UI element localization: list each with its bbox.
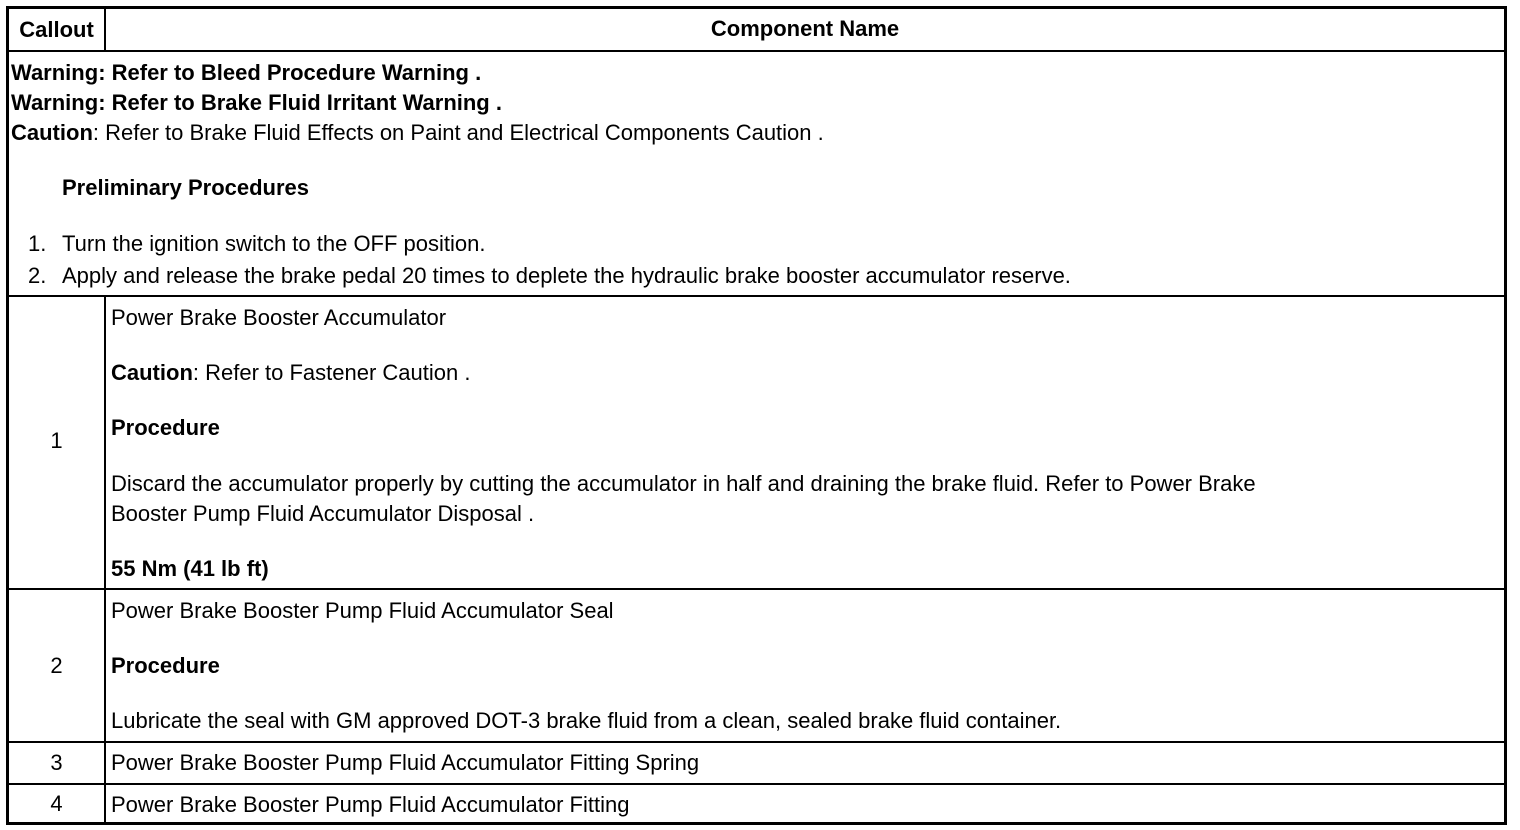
component-cell: [104, 590, 1504, 741]
component-cell: [104, 743, 1504, 783]
warning-label: Warning: [11, 90, 99, 115]
preliminary-procedures-title: Preliminary Procedures: [62, 175, 310, 200]
torque-spec: 55 Nm (41 lb ft): [111, 556, 269, 581]
component-name: Power Brake Booster Pump Fluid Accumulator Seal: [111, 598, 614, 623]
callout-number: 2: [50, 652, 63, 678]
callout-number: 4: [50, 790, 63, 816]
procedure-text-line-2: Booster Pump Fluid Accumulator Disposal .: [111, 501, 535, 526]
callout-number: 1: [50, 427, 63, 453]
component-name: Power Brake Booster Pump Fluid Accumulator Fitting Spring: [111, 750, 700, 775]
procedure-title: Procedure: [111, 415, 220, 440]
component-name: Power Brake Booster Pump Fluid Accumulator Fitting: [111, 792, 630, 817]
procedure-text: Lubricate the seal with GM approved DOT-3 brake fluid from a clean, sealed brake fluid container.: [111, 708, 1062, 733]
warning-text: : Refer to Brake Fluid Irritant Warning .: [98, 90, 502, 115]
step-number: 1.: [28, 231, 47, 256]
table-row: [9, 588, 1504, 741]
step-text: Apply and release the brake pedal 20 times to deplete the hydraulic brake booster accumulator reserve.: [62, 263, 1071, 288]
header-component-name-cell: [104, 9, 1504, 50]
caution-label: Caution: [11, 120, 93, 145]
warning-label: Warning: [11, 60, 99, 85]
component-cell: [104, 785, 1504, 822]
procedure-text-line-1: Discard the accumulator properly by cutting the accumulator in half and draining the brake fluid. Refer to Power Brake: [111, 471, 1256, 496]
component-table: [6, 6, 1507, 825]
procedure-title: Procedure: [111, 653, 220, 678]
step-text: Turn the ignition switch to the OFF position.: [62, 231, 486, 256]
warning-line-2: [11, 90, 502, 116]
warning-line-1: [11, 60, 481, 86]
header-callout: Callout: [19, 16, 94, 42]
table-header-row: [9, 9, 1504, 50]
step-number: 2.: [28, 263, 47, 288]
caution-line: [11, 120, 824, 146]
header-component-name: Component Name: [710, 16, 900, 41]
intro-row: [9, 50, 1504, 295]
caution-line: [111, 360, 470, 386]
caution-label: Caution: [111, 360, 193, 385]
table-row: [9, 295, 1504, 588]
table-row: [9, 741, 1504, 783]
callout-number: 3: [50, 750, 63, 775]
component-cell: [104, 297, 1504, 588]
caution-text: : Refer to Brake Fluid Effects on Paint and Electrical Components Caution .: [92, 120, 824, 145]
component-name: Power Brake Booster Accumulator: [111, 305, 447, 330]
caution-text: : Refer to Fastener Caution .: [192, 360, 471, 385]
table-row: [9, 783, 1504, 822]
warning-text: : Refer to Bleed Procedure Warning .: [98, 60, 482, 85]
